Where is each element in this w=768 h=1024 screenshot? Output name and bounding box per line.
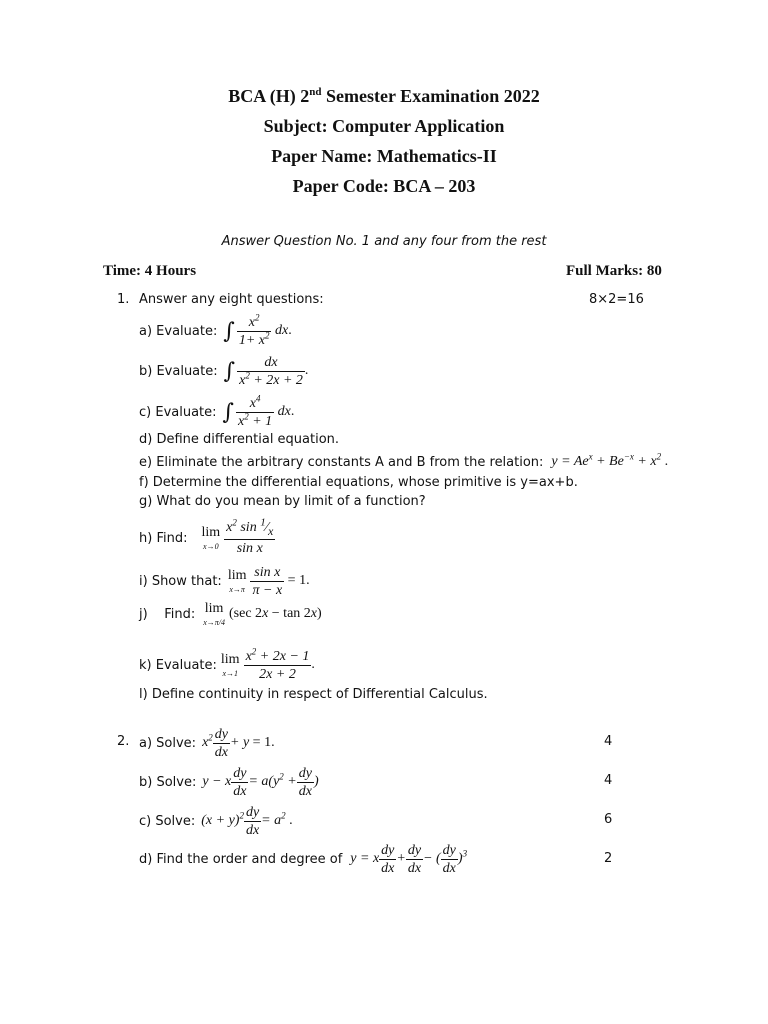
instruction-text: Answer Question No. 1 and any four from the rest bbox=[221, 234, 547, 249]
q1-h bbox=[139, 516, 275, 560]
q1-d: d) Define differential equation. bbox=[139, 432, 340, 447]
q2-d: d) Find the order and degree of y = x $\frac{dy}{dx}$ + $\frac{dy}{dx}$ − ( $\frac{dy}{dx}$ )$^3$ bbox=[139, 842, 468, 876]
derivative-fraction: $\frac{dy}{dx}$ bbox=[442, 842, 456, 876]
derivative-fraction: $\frac{dy}{dx}$ bbox=[381, 842, 395, 876]
q1-title: Answer any eight questions: bbox=[139, 292, 324, 307]
subject-line: Subject: Computer Application bbox=[263, 116, 505, 136]
q1-c-fraction: $\frac{x^4}{x^2 + 1}$ bbox=[238, 392, 273, 429]
q2-number: 2. bbox=[117, 734, 130, 749]
derivative-fraction: $\frac{dy}{dx}$ bbox=[407, 842, 422, 876]
exam-title-main: BCA (H) 2 bbox=[228, 86, 310, 106]
exam-title bbox=[0, 86, 768, 107]
exam-title-rest: Semester Examination 2022 bbox=[321, 86, 540, 106]
q2-b-marks: 4 bbox=[604, 773, 613, 788]
q1-l: l) Define continuity in respect of Differential Calculus. bbox=[139, 687, 488, 702]
limit-operator: lim x→1 bbox=[220, 651, 240, 678]
q1-e-label: e) Eliminate the arbitrary constants A and B from the relation: bbox=[139, 454, 544, 470]
q2-a-label: a) Solve: bbox=[139, 735, 197, 751]
q1-a-fraction: $\frac{x^2}{1+ x^2}$ bbox=[238, 311, 270, 348]
q1-j-label: j) Find: bbox=[139, 606, 196, 622]
q1-j-expression: (sec 2x − tan 2x) bbox=[229, 606, 322, 621]
limit-operator: lim x→π/4 bbox=[203, 600, 226, 627]
q1-h-fraction: $\frac{x^2 \sin ^1⁄_x}{\text{sin x}}$ bbox=[226, 515, 274, 557]
derivative-fraction: $\frac{dy}{dx}$ bbox=[233, 765, 247, 799]
q1-i: i) Show that: lim x→π $\frac{\text{sin x}}{\pi - x}$ = 1. bbox=[139, 564, 310, 598]
q2-c-marks: 6 bbox=[604, 812, 613, 827]
q1-c-label: c) Evaluate: bbox=[139, 404, 217, 420]
paper-code-line: Paper Code: BCA – 203 bbox=[292, 176, 476, 196]
q1-k-label: k) Evaluate: bbox=[139, 657, 217, 673]
q1-c: c) Evaluate: ∫ $\frac{x^4}{x^2 + 1}$ dx . bbox=[139, 392, 295, 429]
q2-c: c) Solve: $(x + y)^2$ $\frac{dy}{dx}$ = $a^2$ . bbox=[139, 804, 293, 838]
time-label: Time: 4 Hours bbox=[103, 263, 197, 279]
exam-title-superscript: nd bbox=[309, 86, 322, 98]
q2-b: b) Solve: y − x $\frac{dy}{dx}$ = $a(y^2$ + $\frac{dy}{dx}$ ) bbox=[139, 765, 319, 799]
q2-d-label: d) Find the order and degree of bbox=[139, 851, 343, 867]
q2-b-label: b) Solve: bbox=[139, 774, 197, 790]
q2-a-marks: 4 bbox=[604, 734, 613, 749]
q1-b: b) Evaluate: ∫ $\frac{dx}{x^2 + 2x + 2}$ . bbox=[139, 354, 309, 388]
integral-symbol: ∫ bbox=[222, 399, 234, 425]
derivative-fraction: $\frac{dy}{dx}$ bbox=[298, 765, 312, 799]
q1-g: g) What do you mean by limit of a function? bbox=[139, 494, 426, 509]
q1-i-fraction: $\frac{\text{sin x}}{\pi - x}$ bbox=[252, 564, 283, 598]
q1-i-label: i) Show that: bbox=[139, 573, 222, 589]
q1-b-fraction: $\frac{dx}{x^2 + 2x + 2}$ bbox=[239, 354, 303, 388]
q2-c-label: c) Solve: bbox=[139, 813, 196, 829]
derivative-fraction: $\frac{dy}{dx}$ bbox=[245, 804, 260, 838]
q1-k: k) Evaluate: lim x→1 $\frac{x^2 + 2x - 1}{2x + 2}$ . bbox=[139, 645, 315, 682]
q1-e-formula: $y = Ae^x + Be^{-x} + x^2$ bbox=[551, 451, 662, 469]
q1-e: e) Eliminate the arbitrary constants A and B from the relation: $y = Ae^x + Be^{-x} + x^2$ . bbox=[139, 451, 669, 470]
limit-operator: lim x→π bbox=[227, 567, 247, 594]
q1-a-label: a) Evaluate: bbox=[139, 323, 218, 339]
integral-symbol: ∫ bbox=[223, 318, 235, 344]
q1-marks: 8×2=16 bbox=[589, 292, 644, 307]
derivative-fraction: $\frac{dy}{dx}$ bbox=[214, 726, 228, 760]
q1-f: f) Determine the differential equations, whose primitive is y=ax+b. bbox=[139, 475, 578, 490]
q1-j bbox=[139, 601, 322, 627]
integral-symbol: ∫ bbox=[223, 358, 236, 384]
paper-name-line: Paper Name: Mathematics-II bbox=[271, 146, 497, 166]
q1-number: 1. bbox=[117, 292, 130, 307]
q1-h-label: h) Find: bbox=[139, 530, 188, 546]
q2-d-marks: 2 bbox=[604, 851, 613, 866]
limit-operator: lim x→0 bbox=[201, 524, 221, 551]
q1-a: a) Evaluate: ∫ $\frac{x^2}{1+ x^2}$ dx . bbox=[139, 311, 292, 348]
q1-k-fraction: $\frac{x^2 + 2x - 1}{2x + 2}$ bbox=[245, 645, 310, 682]
q2-a: a) Solve: $x^2$ $\frac{dy}{dx}$ + y = 1. bbox=[139, 726, 275, 760]
full-marks-label: Full Marks: 80 bbox=[566, 263, 662, 279]
q1-b-label: b) Evaluate: bbox=[139, 363, 218, 379]
